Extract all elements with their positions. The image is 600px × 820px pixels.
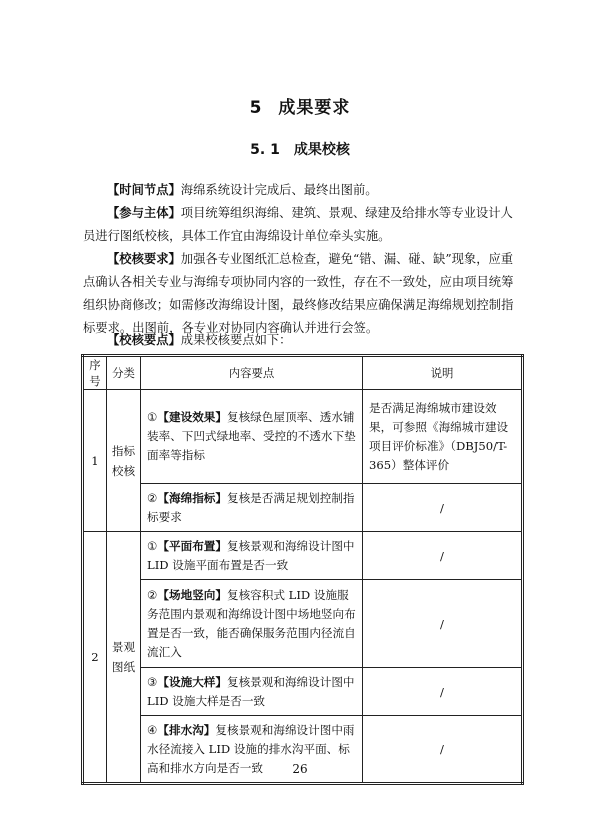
- item-label: 【建设效果】: [157, 410, 227, 424]
- marker: ②: [147, 587, 158, 602]
- item-text: 复核是否满足规划控制指标要求: [147, 490, 355, 524]
- paragraph-text: 海绵系统设计完成后、最终出图前。: [180, 183, 378, 197]
- section-number: 5. 1: [250, 142, 280, 158]
- item-label: 【场地竖向】: [157, 587, 227, 602]
- content-cell: [141, 580, 363, 668]
- group-number: 2: [83, 532, 107, 784]
- marker: ①: [147, 538, 158, 553]
- table-row: [83, 484, 523, 532]
- group-number: 1: [83, 390, 107, 532]
- content-cell: [141, 532, 363, 580]
- marker: ②: [147, 490, 158, 505]
- paragraph-label: 【参与主体】: [107, 205, 181, 220]
- page-number: 26: [292, 762, 308, 776]
- item-text: 复核景观和海绵设计图中 LID 设施平面布置是否一致: [147, 538, 355, 572]
- section-heading: [0, 139, 600, 159]
- item-label: 【海绵指标】: [157, 490, 227, 505]
- header-note: 说明: [363, 356, 523, 390]
- item-text: 复核景观和海绵设计图中雨水径流接入 LID 设施的排水沟平面、标高和排水方向是否一致: [147, 722, 355, 775]
- item-label: 【设施大样】: [157, 674, 227, 689]
- paragraph-label: 【校核要求】: [107, 251, 181, 266]
- table-row: [83, 580, 523, 668]
- paragraph-text: 项目统筹组织海绵、建筑、景观、绿建及给排水等专业设计人员进行图纸校核，具体工作宜由海绵设计单位牵头实施。: [83, 206, 513, 243]
- marker: ①: [147, 410, 158, 424]
- paragraph-requirements: [83, 247, 519, 340]
- note-cell: /: [363, 532, 523, 580]
- table-row: [83, 668, 523, 716]
- paragraph-label: 【校核要点】: [107, 332, 181, 347]
- section-title: 成果校核: [293, 142, 350, 158]
- table-header-row: [83, 356, 523, 390]
- content-cell: [141, 390, 363, 484]
- marker: ④: [147, 722, 158, 737]
- table-row: [83, 532, 523, 580]
- note-cell: /: [363, 580, 523, 668]
- paragraph-label: 【时间节点】: [107, 182, 181, 197]
- chapter-number: 5: [249, 98, 263, 118]
- header-category: 分类: [107, 356, 141, 390]
- paragraph-text: 加强各专业图纸汇总检查，避免“错、漏、碰、缺”现象，应重点确认各相关专业与海绵专项协同内容的一致性，存在不一致处，应由项目统筹组织协商修改；如需修改海绵设计图，最终修改结果应确保满足海绵规划控制指标要求。出图前，各专业对协同内容确认并进行会签。: [83, 252, 514, 335]
- paragraph-participants: [83, 201, 519, 248]
- note-cell: /: [363, 716, 523, 784]
- table-row: [83, 390, 523, 484]
- content-cell: [141, 668, 363, 716]
- group-category: [107, 532, 141, 784]
- note-cell: /: [363, 668, 523, 716]
- item-label: 【平面布置】: [157, 538, 227, 553]
- category-text: 景观 图纸: [111, 640, 136, 674]
- item-text: 复核绿色屋顶率、透水铺装率、下凹式绿地率、受控的不透水下垫面率等指标: [147, 410, 356, 462]
- chapter-title: 成果要求: [278, 98, 351, 118]
- chapter-heading: [0, 93, 600, 118]
- paragraph-points: [83, 328, 519, 352]
- header-content: 内容要点: [141, 356, 363, 390]
- group-category: [107, 390, 141, 532]
- item-label: 【排水沟】: [157, 722, 216, 737]
- category-text: 指标 校核: [111, 443, 136, 478]
- item-text: 复核容积式 LID 设施服务范围内景观和海绵设计图中场地竖向布置是否一致，能否确保服务范围内径流自流汇入: [147, 587, 356, 659]
- note-cell: 是否满足海绵城市建设效果，可参照《海绵城市建设项目评价标准》（DBJ50/T-365）整体评价: [363, 390, 523, 484]
- paragraph-text: 成果校核要点如下：: [180, 333, 292, 347]
- content-cell: [141, 484, 363, 532]
- paragraph-time: [83, 178, 519, 202]
- item-text: 复核景观和海绵设计图中 LID 设施大样是否一致: [147, 674, 355, 708]
- marker: ③: [147, 674, 158, 689]
- checklist-table: [81, 354, 524, 785]
- header-no: 序号: [83, 356, 107, 390]
- note-cell: /: [363, 484, 523, 532]
